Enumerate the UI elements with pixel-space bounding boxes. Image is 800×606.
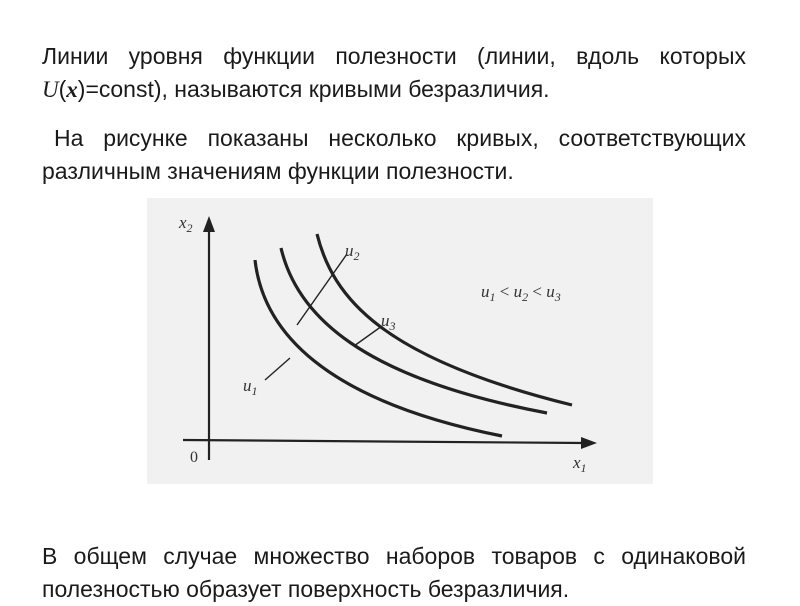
x-vector-symbol: x	[66, 77, 78, 102]
curve-label-u3: $u_3$	[381, 311, 396, 333]
p2-text: На рисунке показаны несколько кривых, соответствующих различным значениям функции полезности.	[42, 125, 746, 184]
y-axis-label: $x_2$	[179, 213, 193, 235]
origin-label: 0	[190, 449, 198, 466]
p1-text-start: Линии уровня функции полезности (линии, вдоль которых	[42, 43, 746, 69]
p1-text-end: )=const), называются кривыми безразличия.	[77, 76, 550, 102]
curve-label-u2: $u_2$	[345, 241, 360, 263]
curve-label-u1: $u_1$	[243, 376, 258, 398]
paren-open: (	[58, 76, 67, 102]
u-symbol: U	[42, 77, 59, 102]
indifference-curves-figure	[147, 198, 653, 484]
utility-order-annotation: $u_1 < u_2 < u_3$	[481, 282, 561, 304]
p3-text: В общем случае множество наборов товаров с одинаковой полезностью образует поверхность безразличия.	[42, 543, 746, 602]
paragraph-indifference-definition	[42, 40, 746, 106]
paragraph-figure-description	[42, 122, 746, 188]
paragraph-indifference-surface	[42, 540, 746, 606]
x-axis-label: $x_1$	[573, 453, 587, 475]
